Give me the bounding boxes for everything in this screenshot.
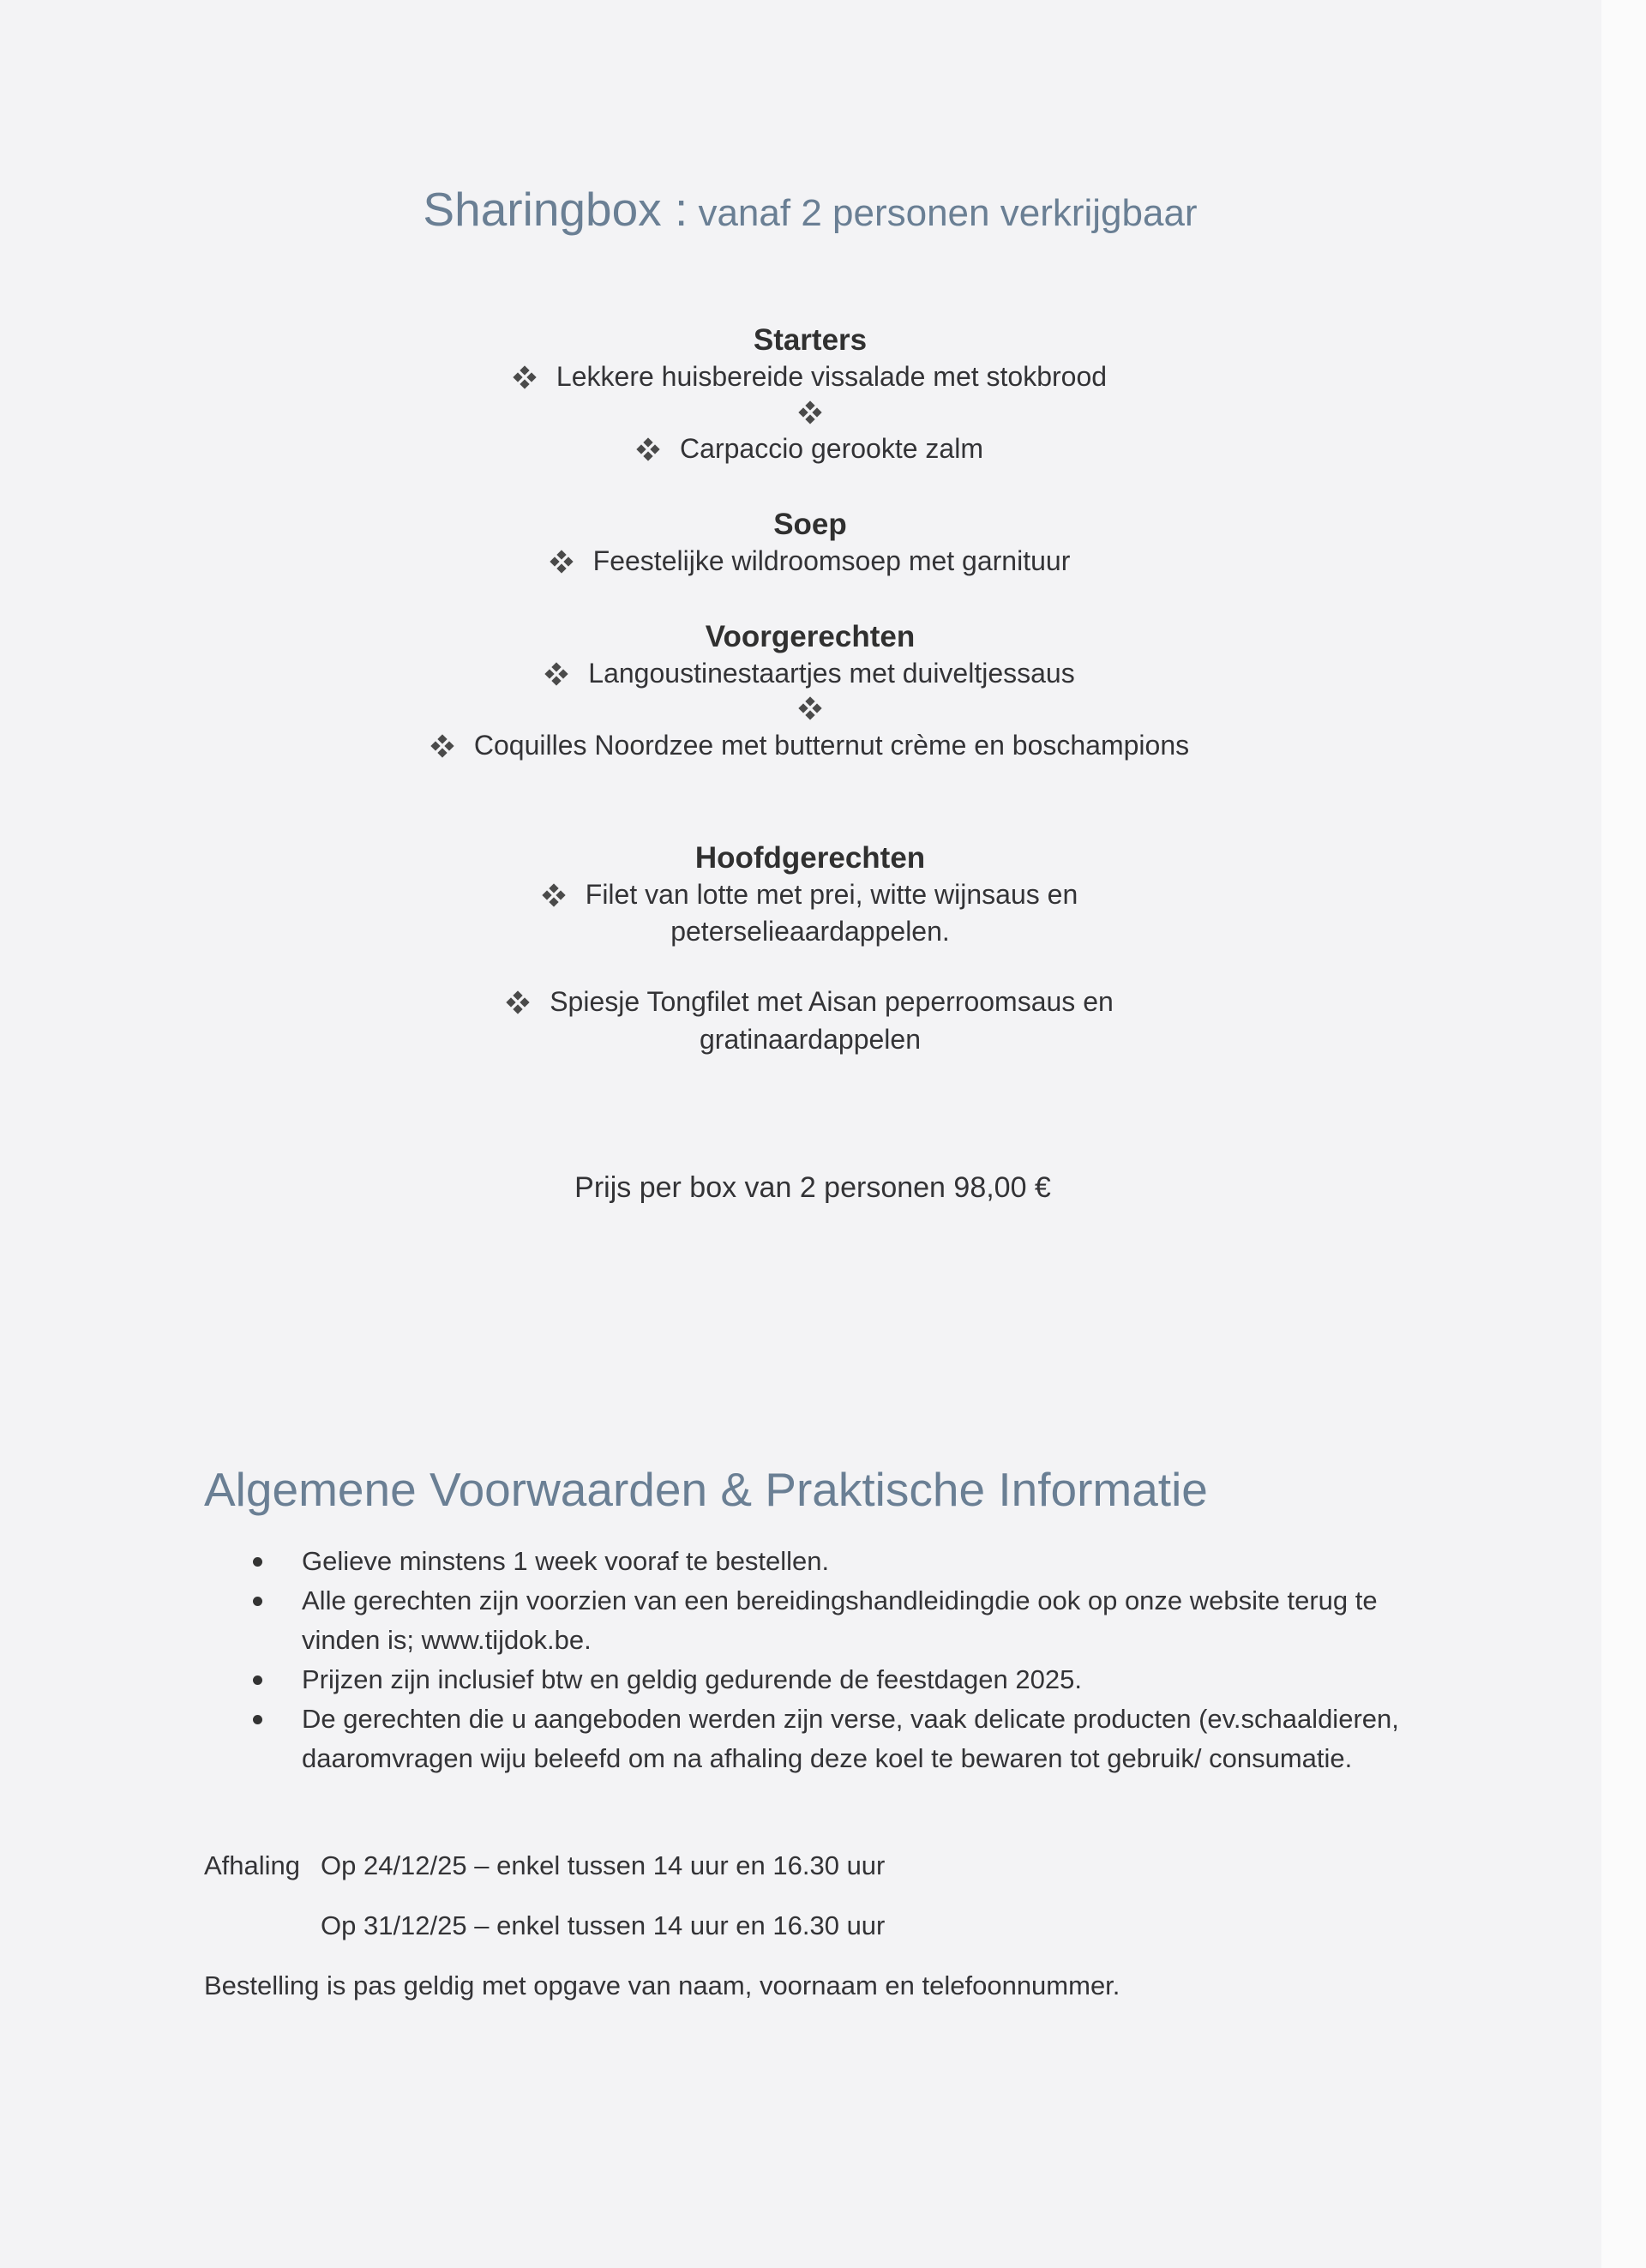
diamond-bullet-icon	[637, 438, 659, 460]
menu-item: Carpaccio gerookte zalm	[0, 433, 1620, 465]
diamond-separator-icon	[0, 699, 1620, 721]
menu-item: Coquilles Noordzee met butternut crème en boschampions	[0, 730, 1620, 761]
voorgerechten-heading: Voorgerechten	[705, 620, 916, 653]
diamond-bullet-icon	[431, 735, 454, 757]
menu-item: Spiesje Tongfilet met Aisan peperroomsaus en	[0, 986, 1620, 1018]
title-main: Sharingbox :	[423, 183, 688, 236]
menu-item: Feestelijke wildroomsoep met garnituur	[0, 545, 1620, 577]
soep-heading: Soep	[773, 508, 847, 541]
page-title	[0, 182, 1620, 237]
menu-item: Filet van lotte met prei, witte wijnsaus en	[0, 879, 1620, 911]
diamond-bullet-icon	[507, 991, 529, 1014]
diamond-bullet-icon	[514, 366, 536, 388]
list-item: Prijzen zijn inclusief btw en geldig gedurende de feestdagen 2025.	[204, 1660, 1439, 1699]
list-item: De gerechten die u aangeboden werden zijn verse, vaak delicate producten (ev.schaaldieren, daaromvragen wiju beleefd om na afhaling deze koel te bewaren tot gebruik/ consumatie.	[204, 1699, 1439, 1778]
order-note: Bestelling is pas geldig met opgave van naam, voornaam en telefoonnummer.	[204, 1970, 1120, 2000]
menu-item-continuation: peterselieaardappelen.	[670, 916, 950, 947]
price-line: Prijs per box van 2 personen 98,00 €	[574, 1171, 1051, 1204]
list-item: Alle gerechten zijn voorzien van een bereidingshandleidingdie ook op onze website terug te vinden is; www.tijdok.be.	[204, 1581, 1439, 1660]
diamond-separator-icon	[0, 403, 1620, 425]
scan-edge	[1601, 0, 1646, 2268]
diamond-bullet-icon	[545, 663, 568, 685]
conditions-list	[204, 1542, 1439, 1778]
hoofdgerechten-heading: Hoofdgerechten	[694, 841, 926, 875]
pickup-date-2: Op 31/12/25 – enkel tussen 14 uur en 16.30 uur	[321, 1910, 886, 1940]
bullet-icon	[253, 1675, 262, 1685]
bullet-icon	[253, 1715, 262, 1724]
starters-heading: Starters	[753, 323, 868, 357]
menu-item: Lekkere huisbereide vissalade met stokbrood	[0, 361, 1620, 393]
diamond-bullet-icon	[543, 884, 565, 906]
diamond-bullet-icon	[550, 550, 573, 573]
menu-item: Langoustinestaartjes met duiveltjessaus	[0, 658, 1620, 689]
pickup-date-1: Op 24/12/25 – enkel tussen 14 uur en 16.30 uur	[321, 1850, 886, 1880]
bullet-icon	[253, 1557, 262, 1567]
menu-item-continuation: gratinaardappelen	[700, 1024, 921, 1055]
conditions-heading: Algemene Voorwaarden & Praktische Informatie	[204, 1463, 1208, 1516]
pickup-label: Afhaling	[204, 1850, 301, 1880]
list-item: Gelieve minstens 1 week vooraf te bestellen.	[204, 1542, 1439, 1581]
bullet-icon	[253, 1597, 262, 1606]
title-subtitle: vanaf 2 personen verkrijgbaar	[688, 192, 1198, 234]
